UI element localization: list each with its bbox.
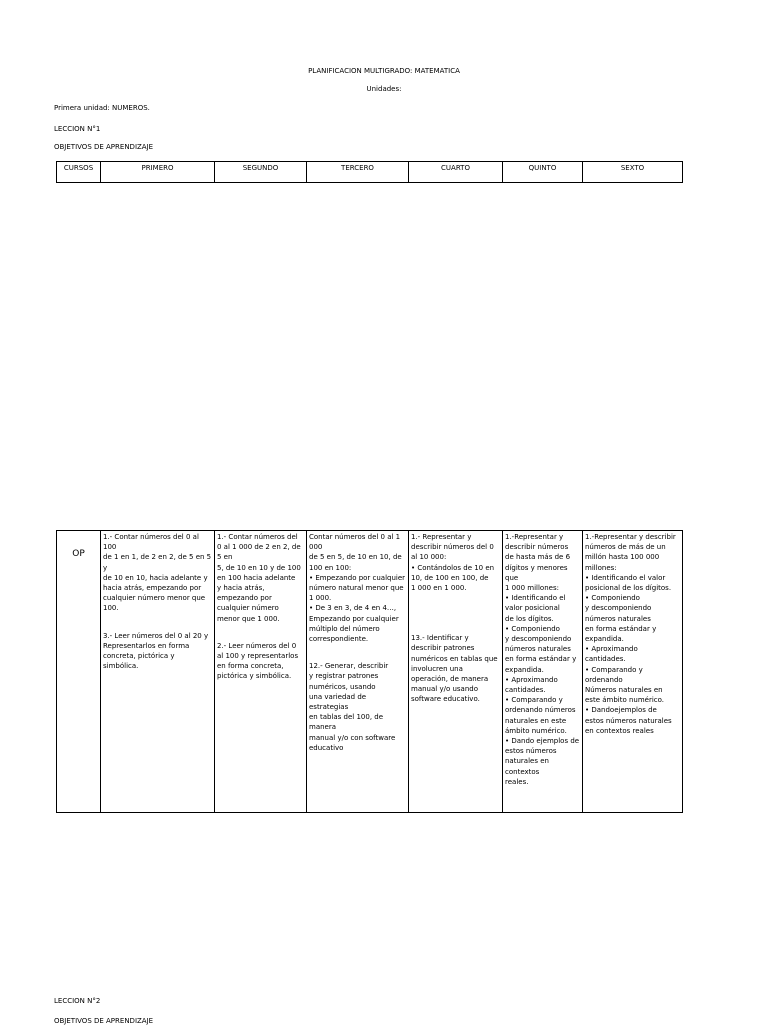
objective-text: 12.- Generar, describir y registrar patrones numéricos, usando una variedad de estrategias en tablas del 100, de manera manual y/o con software educativo <box>309 662 396 752</box>
header-cell-primero: PRIMERO <box>101 162 215 183</box>
objective-text: 1.- Representar y describir números del 0 al 10 000: • Contándolos de 10 en 10, de 100 en 100, de 1 000 en 1 000. <box>411 533 495 593</box>
lesson-2-heading: LECCION N°2 <box>54 997 101 1005</box>
objectives-2-heading: OBJETIVOS DE APRENDIZAJE <box>54 1017 154 1025</box>
objective-cell-primero <box>101 531 215 813</box>
units-label: Unidades: <box>366 85 402 93</box>
objective-text: 13.- Identificar y describir patrones numéricos en tablas que involucren una operación, de manera manual y/o usando software educativo. <box>411 634 498 704</box>
lesson-1-heading: LECCION N°1 <box>54 125 101 133</box>
objective-text: 1.- Contar números del 0 al 100 de 1 en 1, de 2 en 2, de 5 en 5 y de 10 en 10, hacia adelante y hacia atrás, empezando por cualquier número menor que 100. <box>103 533 212 613</box>
objective-text: 1.- Contar números del 0 al 1 000 de 2 en 2, de 5 en 5, de 10 en 10 y de 100 en 100 hacia adelante y hacia atrás, empezando por cualquier número menor que 1 000. <box>217 533 301 623</box>
objective-cell-cuarto <box>409 531 503 813</box>
objective-text: 1.-Representar y describir números de hasta más de 6 dígitos y menores que 1 000 millones: • Identificando el valor posicional de los dígitos. • Componiendo y descomponiendo números naturales en forma estándar y expandida. • Aproximando cantidades. • Comparando y ordenando números naturales en este ámbito numérico. • Dando ejemplos de estos números naturales en contextos reales. <box>505 533 580 786</box>
objective-cell-quinto <box>503 531 583 813</box>
objective-text: 1.-Representar y describir números de más de un millón hasta 100 000 millones: • Identificando el valor posicional de los dígitos. • Componiendo y descomponiendo números naturales en forma estándar y expandida. • Aproximando cantidades. • Comparando y ordenando Números naturales en este ámbito numérico. • Dandoejemplos de estos números naturales en contextos reales <box>585 533 676 735</box>
objectives-1-heading: OBJETIVOS DE APRENDIZAJE <box>54 143 154 151</box>
unit-heading: Primera unidad: NUMEROS. <box>54 104 150 112</box>
header-cell-segundo: SEGUNDO <box>215 162 307 183</box>
table-row <box>57 162 683 183</box>
table-row <box>57 531 683 813</box>
header-cell-quinto: QUINTO <box>503 162 583 183</box>
objective-cell-sexto <box>583 531 683 813</box>
grade-header-table <box>56 161 683 183</box>
header-cell-sexto: SEXTO <box>583 162 683 183</box>
objective-text: 3.- Leer números del 0 al 20 y Representarlos en forma concreta, pictórica y simbólica. <box>103 631 209 671</box>
page-title: PLANIFICACION MULTIGRADO: MATEMATICA <box>308 67 460 75</box>
objective-cell-tercero <box>307 531 409 813</box>
header-cell-cursos: CURSOS <box>57 162 101 183</box>
op-label-cell: OP <box>57 531 101 813</box>
objective-text: Contar números del 0 al 1 000 de 5 en 5, de 10 en 10, de 100 en 100: • Empezando por cualquier número natural menor que 1 000. • De 3 en 3, de 4 en 4…, Empezando por cualquier múltiplo del número correspondiente. <box>309 533 406 644</box>
objective-text: 2.- Leer números del 0 al 100 y representarlos en forma concreta, pictórica y simbólica. <box>217 641 299 681</box>
header-cell-cuarto: CUARTO <box>409 162 503 183</box>
objectives-table <box>56 530 683 813</box>
objective-cell-segundo <box>215 531 307 813</box>
header-cell-tercero: TERCERO <box>307 162 409 183</box>
